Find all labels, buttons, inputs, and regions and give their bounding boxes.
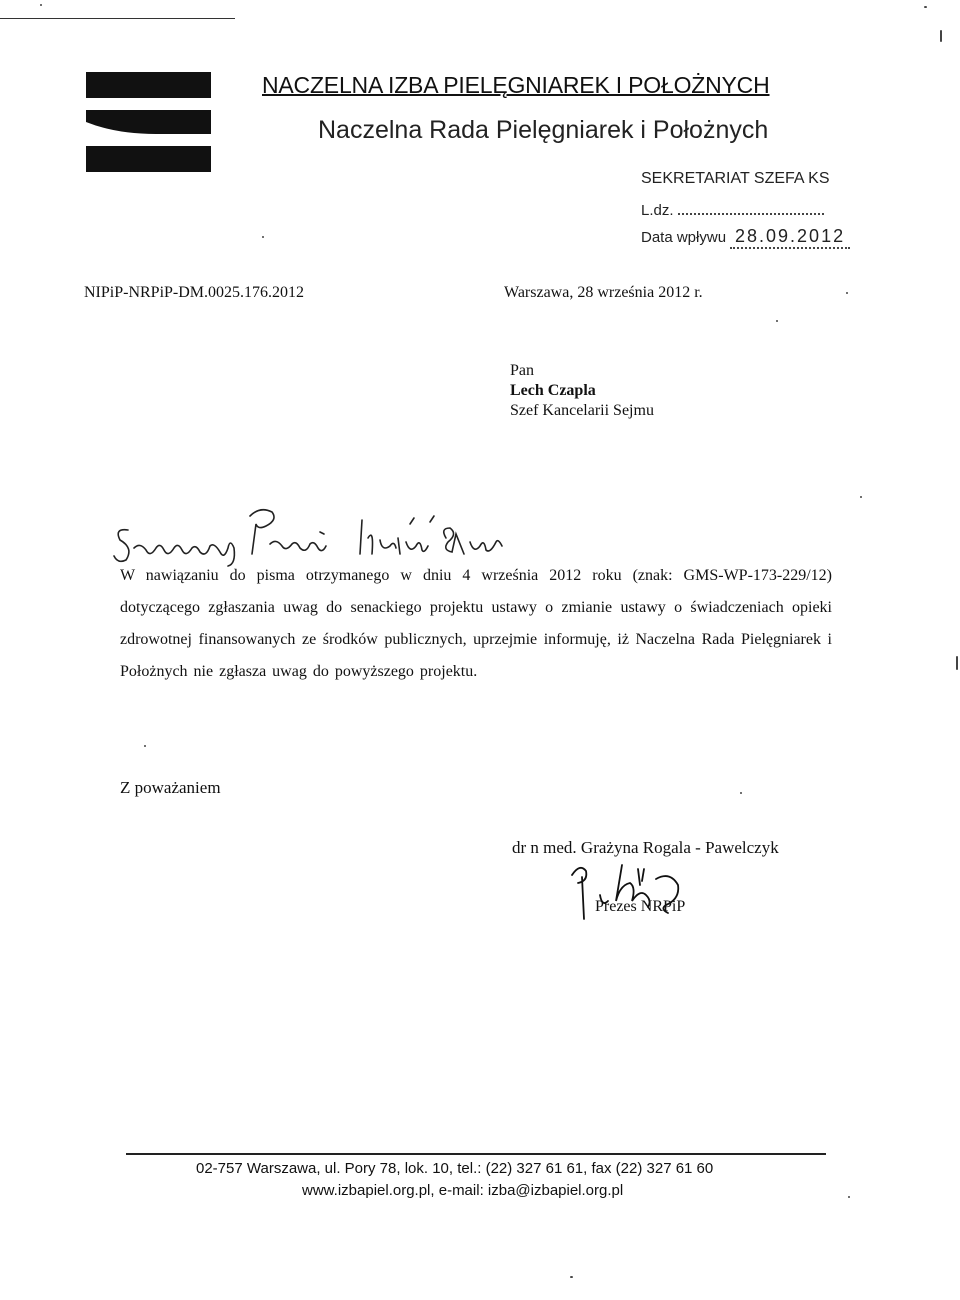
addressee-salutation: Pan bbox=[510, 362, 534, 379]
scan-speck bbox=[924, 6, 927, 8]
scan-speck bbox=[40, 4, 42, 6]
footer-rule bbox=[126, 1153, 826, 1155]
scan-speck bbox=[940, 30, 942, 42]
scan-speck bbox=[570, 1276, 573, 1278]
ldz-label: L.dz. bbox=[641, 202, 674, 219]
addressee-position: Szef Kancelarii Sejmu bbox=[510, 402, 654, 419]
signer-role: Prezes NRPiP bbox=[595, 898, 686, 915]
top-rule bbox=[0, 18, 235, 19]
scan-speck bbox=[262, 236, 264, 238]
receipt-office: SEKRETARIAT SZEFA KS bbox=[641, 170, 830, 187]
place-date: Warszawa, 28 września 2012 r. bbox=[504, 284, 703, 301]
scan-speck bbox=[144, 745, 146, 747]
scan-speck bbox=[956, 656, 958, 670]
chamber-logo-icon bbox=[86, 72, 211, 172]
closing: Z poważaniem bbox=[120, 778, 221, 797]
handwritten-greeting-icon bbox=[110, 498, 530, 568]
ldz-dotted-line bbox=[678, 202, 824, 215]
scan-speck bbox=[860, 496, 862, 498]
received-label: Data wpływu bbox=[641, 229, 727, 246]
signature-icon bbox=[560, 855, 700, 930]
scan-speck bbox=[776, 320, 778, 322]
org-name: NACZELNA IZBA PIELĘGNIAREK I POŁOŻNYCH bbox=[262, 72, 770, 98]
addressee-name: Lech Czapla bbox=[510, 382, 596, 399]
letter-body: W nawiązaniu do pisma otrzymanego w dniu 4 września 2012 roku (znak: GMS-WP-173-229/12) dotyczącego zgłaszania uwag do senackiego projektu ustawy o zmianie ustawy o świadczeniach opieki zdrowotnej finansowanych ze środków publicznych, uprzejmie informuję, iż Naczelna Rada Pielęgniarek i Położnych nie zgłasza uwag do powyższego projektu. bbox=[120, 567, 832, 680]
scan-speck bbox=[848, 1196, 850, 1198]
footer-address: 02-757 Warszawa, ul. Pory 78, lok. 10, tel.: (22) 327 61 61, fax (22) 327 61 60 bbox=[196, 1160, 714, 1177]
addressee-block bbox=[510, 361, 654, 421]
scan-speck bbox=[846, 292, 848, 294]
footer-contact: www.izbapiel.org.pl, e-mail: izba@izbapiel.org.pl bbox=[302, 1182, 624, 1199]
received-date: 28.09.2012 bbox=[730, 226, 850, 249]
receipt-row bbox=[641, 226, 850, 249]
scan-speck bbox=[740, 792, 742, 794]
reference-number: NIPiP-NRPiP-DM.0025.176.2012 bbox=[84, 284, 305, 301]
ldz-row bbox=[641, 202, 824, 219]
signer-name: dr n med. Grażyna Rogala - Pawelczyk bbox=[512, 838, 779, 857]
council-name: Naczelna Rada Pielęgniarek i Położnych bbox=[318, 116, 769, 144]
